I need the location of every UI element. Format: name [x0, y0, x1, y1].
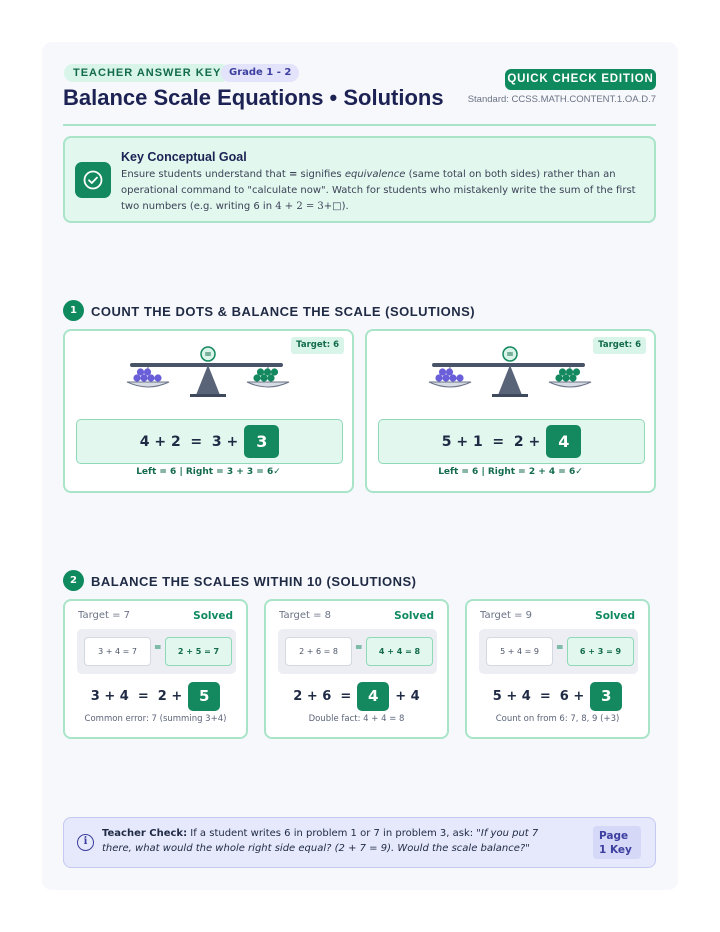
balance-scale-icon: [422, 343, 598, 409]
balance-scale-icon: [120, 343, 296, 409]
answer-box: 3: [244, 425, 279, 458]
teacher-answer-key-badge: TEACHER ANSWER KEY: [64, 64, 230, 82]
target-label: Target = 8: [279, 610, 332, 621]
section-2-number: 2: [63, 570, 84, 591]
teacher-check-text: Teacher Check: If a student writes 6 in problem 1 or 7 in problem 3, ask: "If you put 7 there, what would the whole right side equal? (2 + 7 = 9). Would the scale balance?": [102, 828, 539, 854]
answer-box: 5: [188, 682, 220, 711]
grade-badge: Grade 1 - 2: [221, 64, 299, 82]
scale-problem-card: [63, 329, 354, 493]
equation-tail: + 4: [395, 689, 420, 704]
section-1-title: COUNT THE DOTS & BALANCE THE SCALE (SOLUTIONS): [91, 304, 476, 319]
svg-text:=: =: [204, 350, 212, 360]
status-badge: Solved: [595, 610, 635, 622]
answer-box: 3: [590, 682, 622, 711]
scale-comparison: [77, 629, 236, 674]
equation-box: [76, 419, 343, 464]
section-1-number: 1: [63, 300, 84, 321]
status-badge: Solved: [193, 610, 233, 622]
info-icon: i: [77, 834, 94, 851]
page-number-badge: Page 1 Key: [593, 826, 641, 859]
standard-label: Standard: CCSS.MATH.CONTENT.1.OA.D.7: [467, 94, 656, 105]
balance-problem-card: [264, 599, 449, 739]
equals-sign: =: [556, 643, 564, 653]
scale-comparison: [479, 629, 638, 674]
answer-key-page: [42, 42, 678, 890]
equals-sign: =: [154, 643, 162, 653]
equation-box: [378, 419, 645, 464]
teacher-note: Double fact: 4 + 4 = 8: [308, 714, 405, 724]
check-circle-icon: [75, 162, 111, 198]
edition-badge: QUICK CHECK EDITION: [505, 69, 656, 90]
left-side-box: 5 + 4 = 9: [486, 637, 553, 666]
answer-box: 4: [357, 682, 389, 711]
teacher-note: Count on from 6: 7, 8, 9 (+3): [495, 714, 620, 724]
equation-text: 5 + 1 = 2 +: [441, 433, 541, 450]
left-side-box: 2 + 6 = 8: [285, 637, 352, 666]
goal-body: Ensure students understand that = signifies equivalence (same total on both sides) rather than an operational command to "calculate now". Watch for students who mistakenly write the sum of the first two numbers (e.g. writing 6 in 4 + 2 = 3+□).: [121, 169, 636, 212]
left-side-box: 3 + 4 = 7: [84, 637, 151, 666]
equation-text: 3 + 4 = 2 +: [90, 689, 183, 704]
target-badge: Target: 6: [593, 337, 646, 354]
section-2-title: BALANCE THE SCALES WITHIN 10 (SOLUTIONS): [91, 574, 417, 589]
right-dots: [253, 368, 278, 381]
goal-title: Key Conceptual Goal: [121, 150, 247, 164]
scale-problem-card: [365, 329, 656, 493]
equation-text: 4 + 2 = 3 +: [139, 433, 239, 450]
equation-row: [266, 682, 447, 711]
key-goal-box: [63, 136, 656, 223]
equation-row: [65, 682, 246, 711]
svg-text:=: =: [506, 350, 514, 360]
verification-line: Left = 6 | Right = 3 + 3 = 6✓: [136, 467, 281, 477]
header-divider: [63, 124, 656, 126]
left-dots: [133, 368, 161, 381]
equation-row: [467, 682, 648, 711]
right-side-box: 4 + 4 = 8: [366, 637, 433, 666]
teacher-note: Common error: 7 (summing 3+4): [84, 714, 227, 724]
balance-problem-card: [465, 599, 650, 739]
balance-problem-card: [63, 599, 248, 739]
page-title: Balance Scale Equations • Solutions: [63, 85, 444, 110]
target-label: Target = 9: [480, 610, 533, 621]
target-label: Target = 7: [78, 610, 131, 621]
right-side-box: 6 + 3 = 9: [567, 637, 634, 666]
left-dots: [435, 368, 463, 381]
teacher-check-box: [63, 817, 656, 868]
target-badge: Target: 6: [291, 337, 344, 354]
equals-sign: =: [355, 643, 363, 653]
answer-box: 4: [546, 425, 581, 458]
right-dots: [555, 368, 580, 381]
status-badge: Solved: [394, 610, 434, 622]
verification-line: Left = 6 | Right = 2 + 4 = 6✓: [438, 467, 583, 477]
right-side-box: 2 + 5 = 7: [165, 637, 232, 666]
scale-comparison: [278, 629, 437, 674]
equation-text: 5 + 4 = 6 +: [492, 689, 585, 704]
equation-text: 2 + 6 =: [293, 689, 352, 704]
